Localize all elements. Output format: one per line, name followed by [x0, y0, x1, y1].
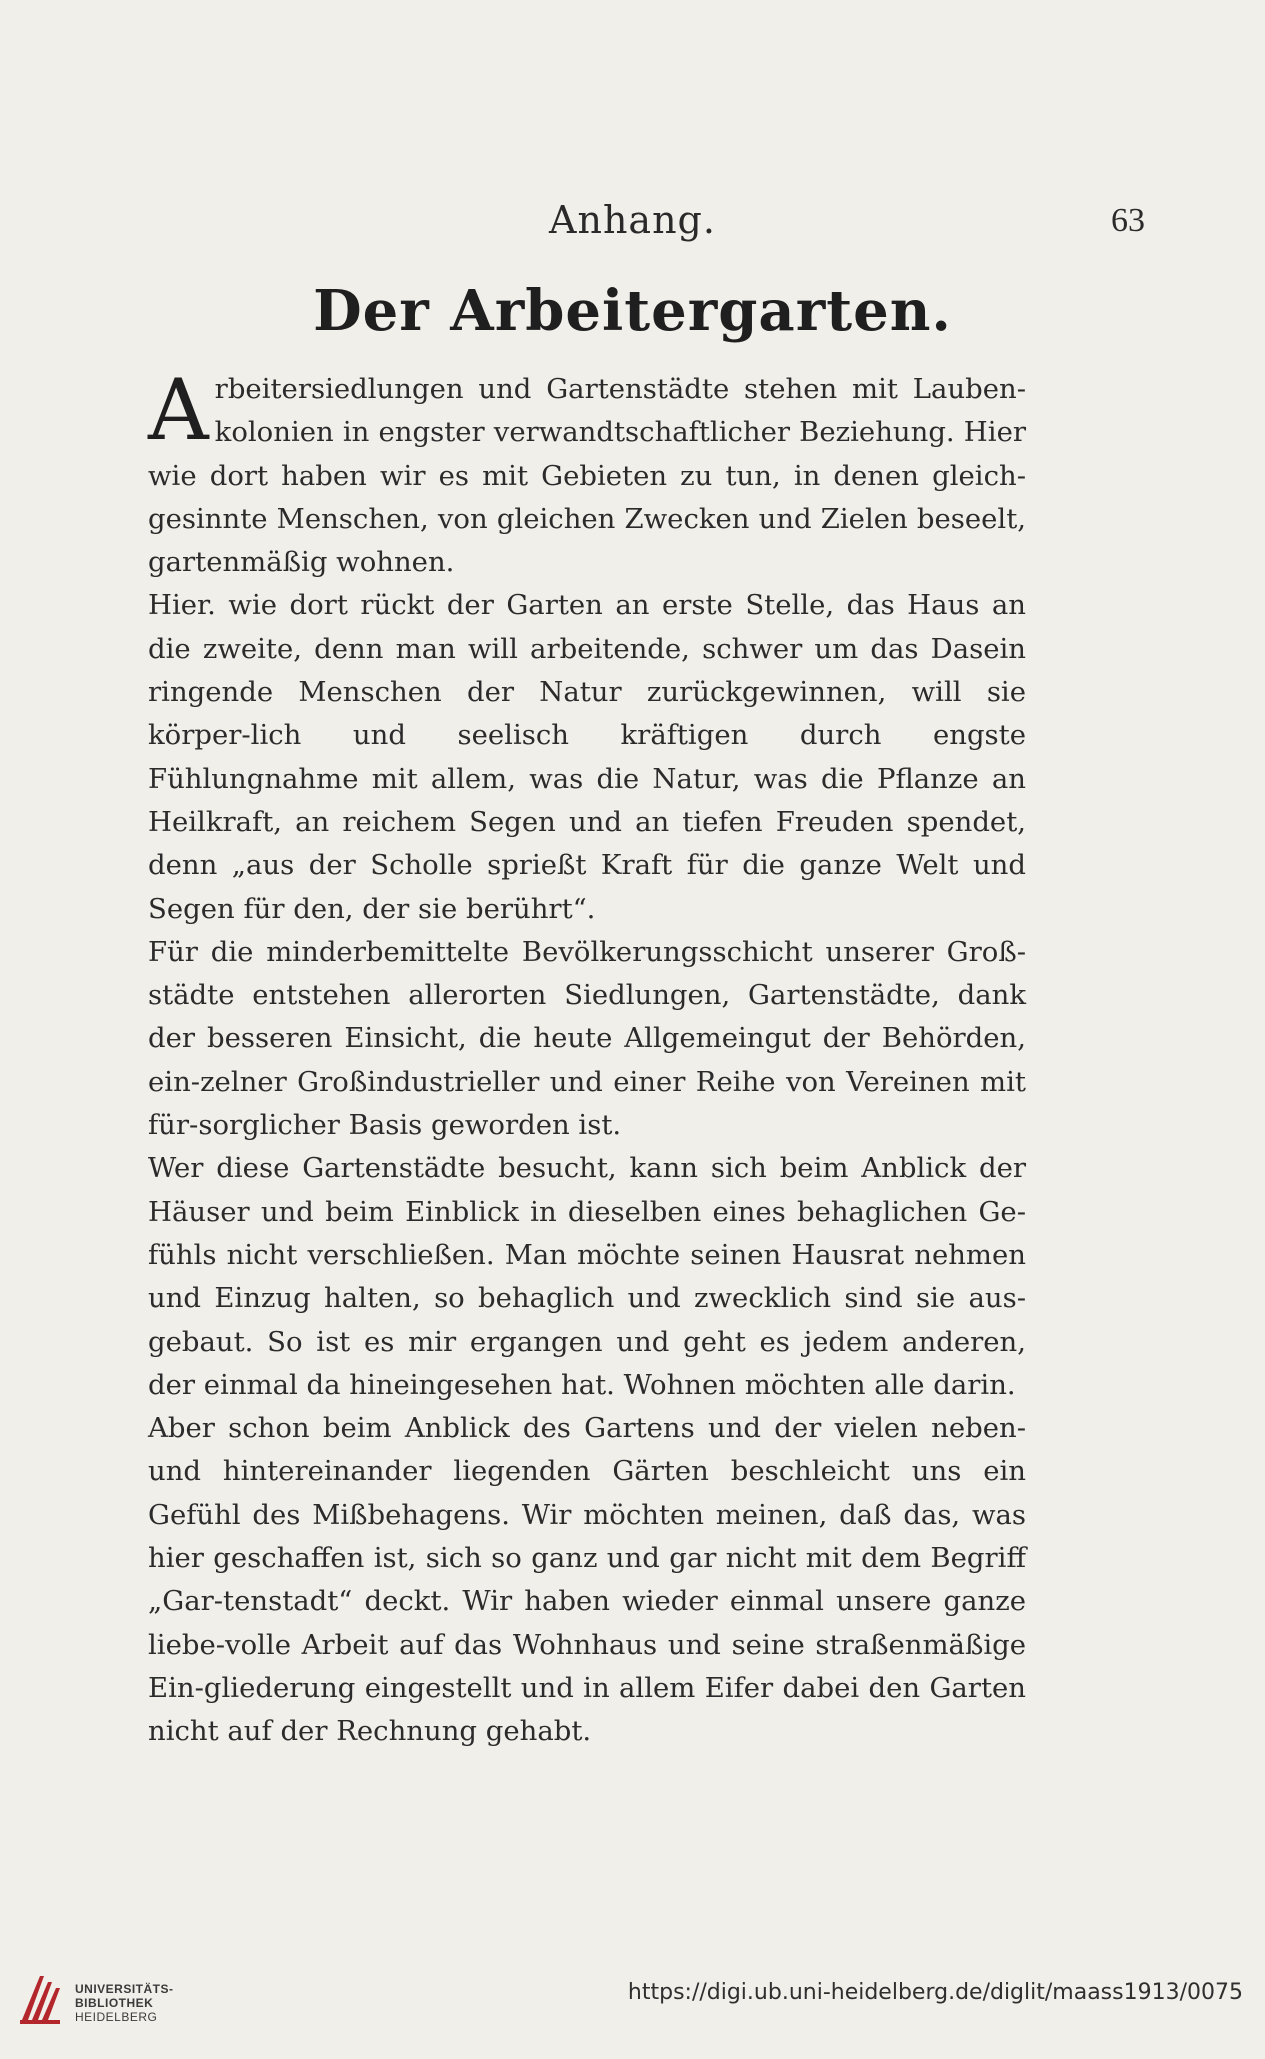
chapter-heading: Der Arbeitergarten. [313, 278, 952, 344]
paragraph-5: Aber schon beim Anblick des Gartens und der vielen neben- und hintereinander liegenden Gärten beschleicht uns ein Gefühl des Mißbehagens. Wir möchten meinen, daß das, was hier geschaffen ist, sich so ganz und gar nicht mit dem Begriff „Gar-tenstadt“ deckt. Wir haben wieder einmal unsere ganze liebe-volle Arbeit auf das Wohnhaus und seine straßenmäßige Ein-gliederung eingestellt und in allem Eifer dabei den Garten nicht auf der Rechnung gehabt. [148, 1412, 1026, 1748]
page-number: 63 [1111, 202, 1145, 239]
running-head [0, 198, 1265, 248]
library-logo-icon [14, 1970, 66, 2030]
library-line-1: UNIVERSITÄTS- [75, 1982, 174, 1996]
drop-cap: A [148, 361, 209, 459]
paragraph-4: Wer diese Gartenstädte besucht, kann sich beim Anblick der Häuser und beim Einblick in dieselben eines behaglichen Ge-fühls nicht verschließen. Man möchte seinen Hausrat nehmen und Einzug halten, so behaglich und zwecklich sind sie aus-gebaut. So ist es mir ergangen und geht es jedem anderen, der einmal da hineingesehen hat. Wohnen möchten alle darin. [148, 1152, 1026, 1401]
source-url-link[interactable]: https://digi.ub.uni-heidelberg.de/diglit/maass1913/0075 [627, 1980, 1243, 2005]
library-line-3: HEIDELBERG [75, 2010, 158, 2024]
library-line-2: BIBLIOTHEK [75, 1996, 154, 2010]
library-name [75, 1982, 174, 2024]
body-text [148, 361, 1026, 1754]
paragraph-3: Für die minderbemittelte Bevölkerungsschicht unserer Groß-städte entstehen allerorten Siedlungen, Gartenstädte, dank der besseren Einsicht, die heute Allgemeingut der Behörden, ein-zelner Großindustrieller und einer Reihe von Vereinen mit für-sorglicher Basis geworden ist. [148, 935, 1026, 1142]
paragraph-1 [148, 361, 1026, 584]
paragraph-text: rbeitersiedlungen und Gartenstädte stehen mit Lauben-kolonien in engster verwandtschaftlicher Beziehung. Hier wie dort haben wir es mit Gebieten zu tun, in denen gleich-gesinnte Menschen, von gleichen Zwecken und Zielen beseelt, gartenmäßig wohnen. [148, 373, 1026, 579]
running-title: Anhang. [549, 198, 716, 242]
footer [0, 1970, 1265, 2050]
paragraph-2: Hier. wie dort rückt der Garten an erste Stelle, das Haus an die zweite, denn man will arbeitende, schwer um das Dasein ringende Menschen der Natur zurückgewinnen, will sie körper-lich und seelisch kräftigen durch engste Fühlungnahme mit allem, was die Natur, was die Pflanze an Heilkraft, an reichem Segen und an tiefen Freuden spendet, denn „aus der Scholle sprießt Kraft für die ganze Welt und Segen für den, der sie berührt“. [148, 589, 1026, 925]
